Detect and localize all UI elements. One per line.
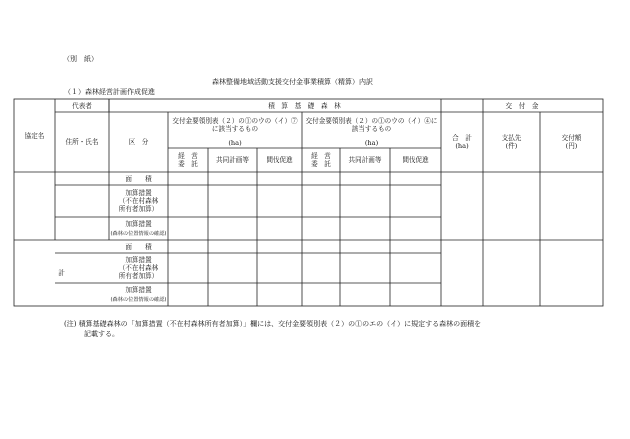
agreement-name-header: 協定名	[24, 131, 45, 140]
representative-header: 代表者	[72, 101, 92, 110]
payee-header: 支払先 (件)	[501, 134, 522, 150]
section-heading: （１）森林経営計画作成促進	[64, 88, 155, 96]
group2-header: 交付金要領別表（２）の①のウの（イ）④に該当するもの	[305, 117, 438, 133]
footnote-line-2: 記載する。	[84, 330, 119, 338]
group1-header: 交付金要領別表（２）の①のウの（イ）⑦に該当するもの	[172, 117, 298, 133]
grant-header: 交 付 金	[505, 101, 539, 110]
row-location-addition-note: (森林の位置情報の確認)	[110, 231, 167, 237]
document-title: 森林整備地域活動支援交付金事業積算（精算）内訳	[212, 78, 373, 86]
thinning-header-2: 間伐促進	[402, 156, 429, 164]
total-row-location-addition-note: (森林の位置情報の確認)	[110, 297, 167, 303]
total-label: 計	[58, 269, 65, 277]
group1-unit: (ha)	[228, 139, 242, 147]
category-header: 区 分	[128, 138, 149, 146]
annex-label: （別 紙）	[63, 55, 98, 63]
total-row-location-addition: 加算措置	[125, 285, 152, 294]
row-area: 面 積	[125, 174, 152, 183]
row-location-addition: 加算措置	[125, 220, 152, 228]
address-name-header: 住所・氏名	[65, 138, 99, 146]
total-ha-header: 合 計 (ha)	[452, 134, 472, 150]
joint-plan-header: 共同計画等	[216, 156, 249, 164]
footnote-line-1: (注) 積算基礎森林の「加算措置（不在村森林所有者加算）」欄には、交付金要領別表（２）の①のエの（イ）に規定する森林の面積を	[64, 320, 482, 328]
total-row-area: 面 積	[125, 242, 152, 251]
total-row-absentee-addition: 加算措置 （不在村森林 所有者加算）	[118, 256, 159, 280]
management-trust-header: 経 営 委 託	[178, 152, 198, 168]
basis-forest-header: 積 算 基 礎 森 林	[268, 101, 341, 110]
thinning-header: 間伐促進	[266, 156, 293, 164]
management-trust-header-2: 経 営 委 託	[311, 152, 331, 168]
row-absentee-addition: 加算措置 （不在村森林 所有者加算）	[118, 189, 159, 213]
joint-plan-header-2: 共同計画等	[348, 156, 382, 164]
grant-amount-header: 交付額 (円)	[561, 134, 582, 150]
group2-unit: (ha)	[364, 139, 379, 147]
